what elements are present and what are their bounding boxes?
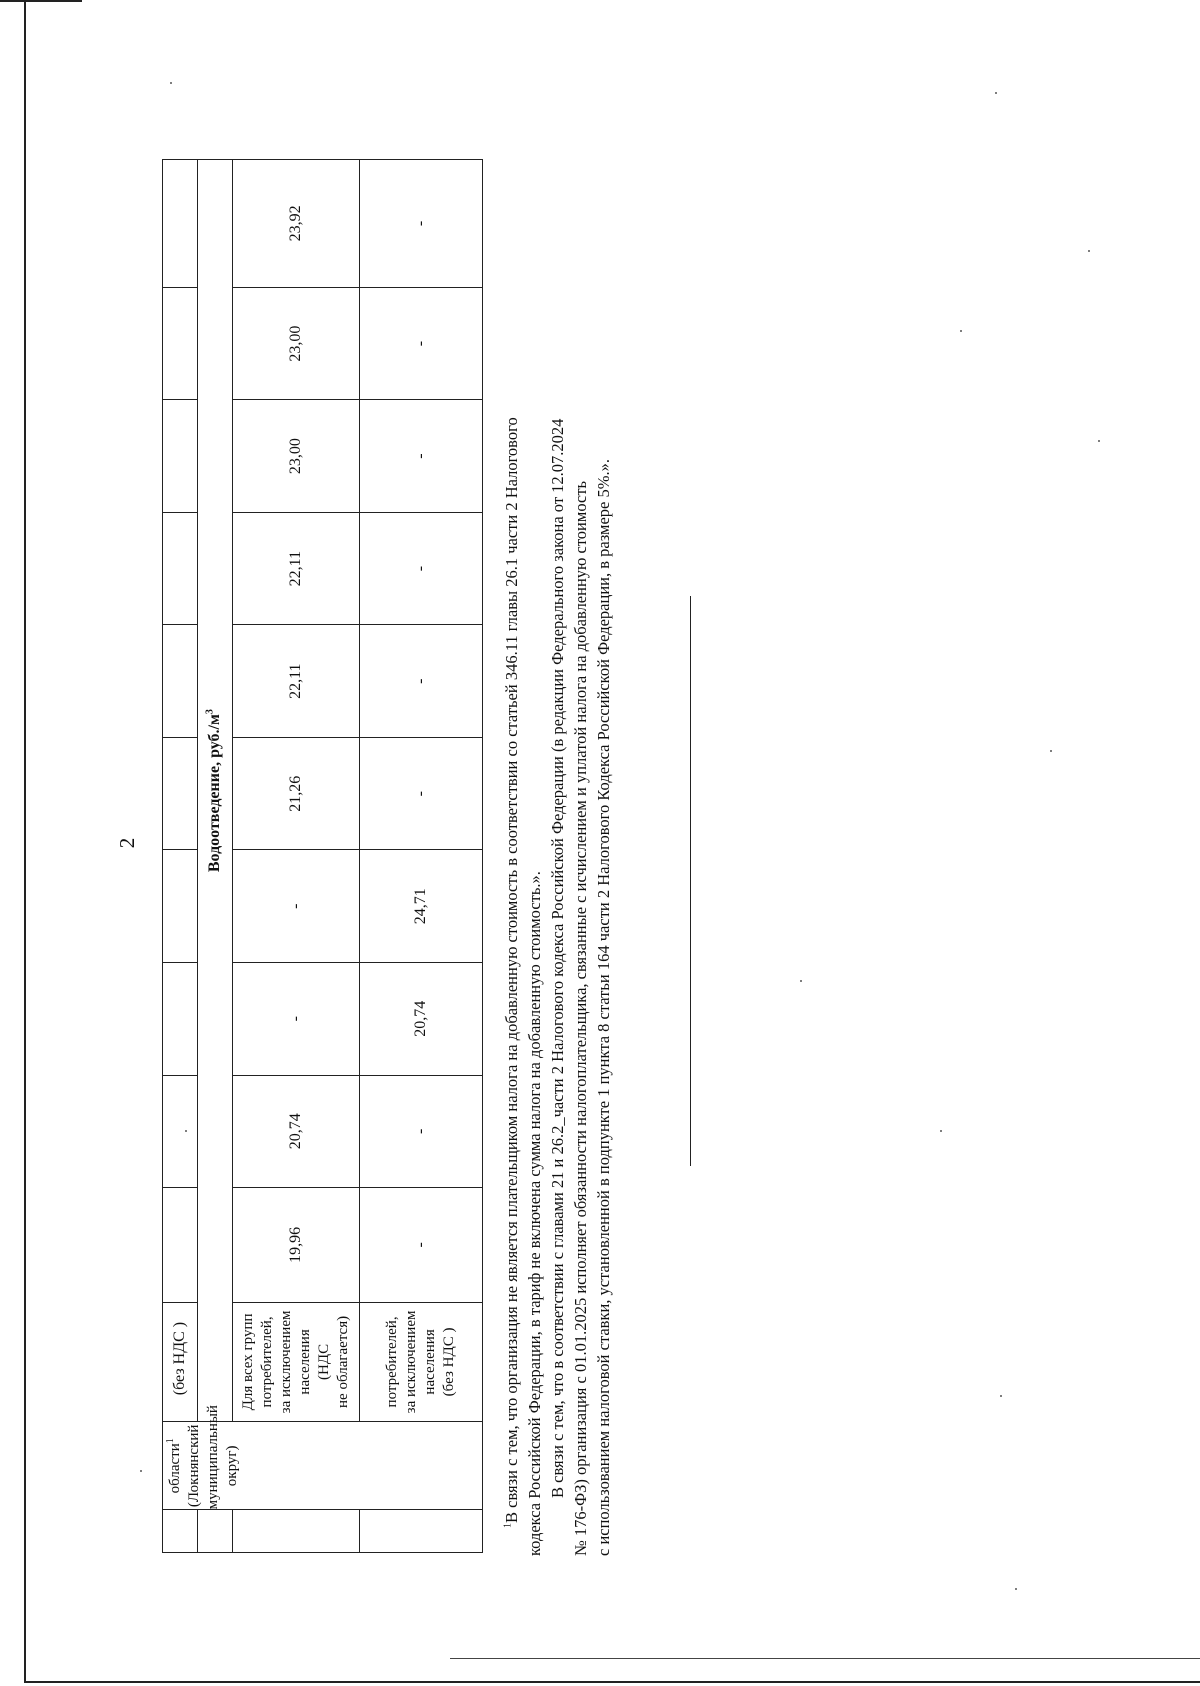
table-cell-blank — [163, 512, 198, 625]
footnote-1-continued: кодекса Российской Федерации, в тариф не включена сумма налога на добавленную стоимость.». — [525, 871, 544, 1556]
tariff-value: - — [360, 160, 483, 288]
footnotes — [500, 156, 615, 1556]
tariff-value: - — [360, 287, 483, 400]
tariff-value: 19,96 — [233, 1188, 360, 1303]
tariff-value: - — [360, 1188, 483, 1303]
vat-note-cell: (без НДС ) — [163, 1302, 198, 1422]
tariff-value: 20,74 — [233, 1075, 360, 1188]
table-cell-blank — [198, 1510, 233, 1553]
table-cell-blank — [163, 1188, 198, 1303]
group-label-cell: Для всех групп потребителей, за исключением населения (НДС не облагается) — [233, 1302, 360, 1422]
tariff-value: 23,00 — [233, 287, 360, 400]
tariff-value: - — [360, 400, 483, 513]
table-cell-blank — [163, 850, 198, 963]
tariff-value: - — [360, 1075, 483, 1188]
footnote-2: В связи с тем, что в соответствии с главами 21 и 26.2_части 2 Налогового кодекса Российской Федерации (в редакции Федерального закона от 12.07.2024 — [548, 418, 567, 1498]
closing-rule — [690, 596, 691, 1166]
table-cell-blank — [163, 1510, 198, 1553]
footnote-2-continued: № 176-ФЗ) организация с 01.01.2025 исполняет обязанности налогоплательщика, связанные с исчислением и уплатой налога на добавленную стоимость — [571, 480, 590, 1556]
group-label-cell: потребителей, за исключением населения (без НДС ) — [360, 1302, 483, 1422]
table-cell-blank — [360, 1510, 483, 1553]
tariff-value: 22,11 — [233, 625, 360, 738]
tariff-value: 24,71 — [360, 850, 483, 963]
tariff-table — [162, 159, 483, 1553]
table-cell-blank — [163, 625, 198, 738]
tariff-value: - — [233, 962, 360, 1075]
tariff-value: - — [360, 625, 483, 738]
tariff-value: 23,00 — [233, 400, 360, 513]
footnote-2-continued: с использованием налоговой ставки, установленной в подпункте 1 пункта 8 статьи 164 части 2 Налогового Кодекса Российской Федерации, в размере 5%.». — [594, 459, 613, 1556]
table-cell-blank — [163, 160, 198, 288]
region-cell: области$^1$ (Локнянский муниципальный округ) — [163, 1422, 483, 1510]
page-number: 2 — [115, 837, 139, 849]
section-title: Водоотведение, $руб./м^3$ — [198, 160, 233, 1422]
tariff-value: 21,26 — [233, 737, 360, 850]
tariff-value: - — [233, 850, 360, 963]
tariff-value: - — [360, 512, 483, 625]
table-cell-blank — [163, 962, 198, 1075]
table-cell-blank — [163, 400, 198, 513]
table-cell-blank — [163, 737, 198, 850]
tariff-value: - — [360, 737, 483, 850]
tariff-value: 20,74 — [360, 962, 483, 1075]
tariff-value: 22,11 — [233, 512, 360, 625]
footnote-1: $^1$В связи с тем, что организация не является плательщиком налога на добавленную стоимость в соответствии со статьей 346.11 главы 26.1 части 2 Налогового — [502, 417, 521, 1528]
tariff-value: 23,92 — [233, 160, 360, 288]
table-cell-blank — [163, 287, 198, 400]
table-cell-blank — [163, 1075, 198, 1188]
table-cell-blank — [233, 1510, 360, 1553]
